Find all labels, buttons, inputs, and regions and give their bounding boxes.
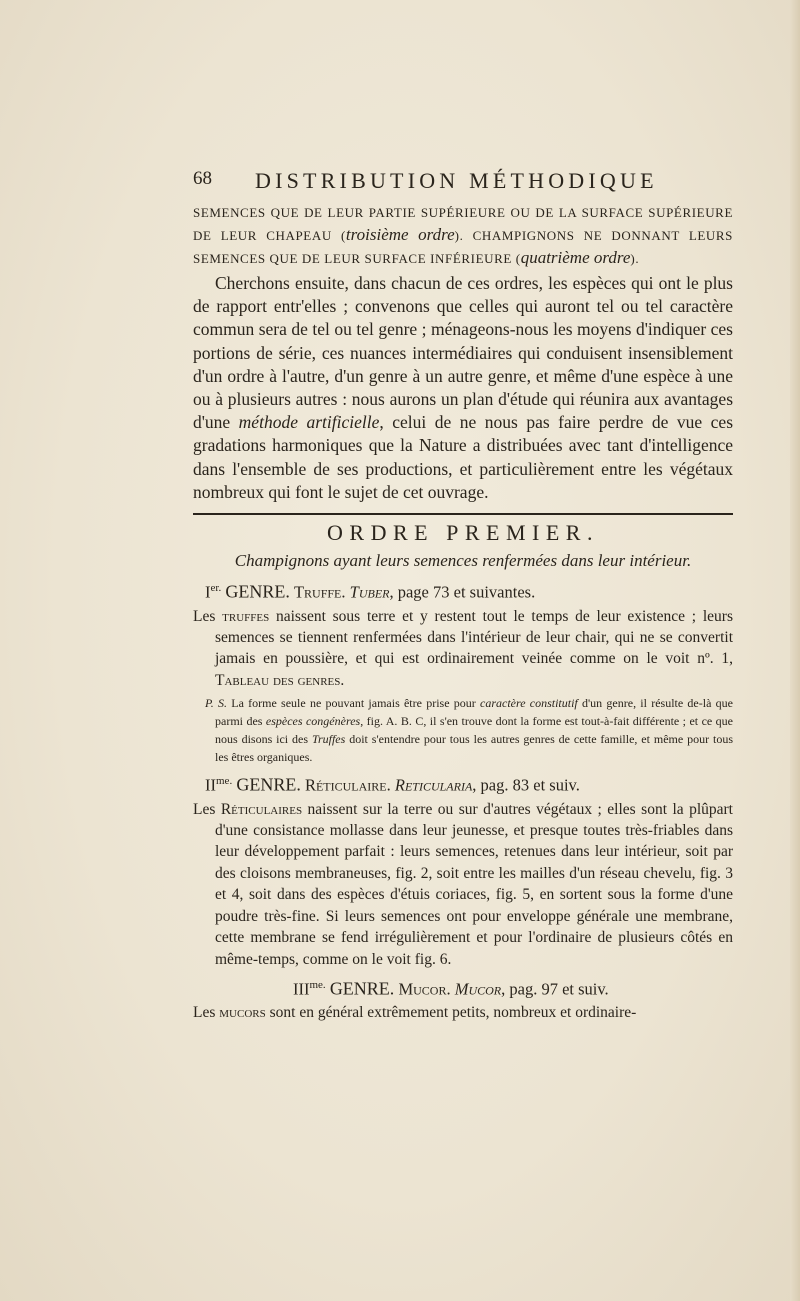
desc-lead: Les (193, 800, 221, 818)
genus-ordinal-sup: er. (210, 582, 222, 595)
note-italic-3: Truffes (311, 732, 346, 747)
genus-description-3 (193, 1002, 733, 1023)
genus-description-2 (193, 799, 733, 970)
desc-end: . (340, 671, 345, 689)
transition-text-b: ). CHAMPIGNONS NE DONNANT LEURS SEMENCES QUE DE LEUR SURFACE INFÉRIEURE ( (193, 228, 734, 266)
genus-ordinal-sup: me. (216, 775, 233, 788)
intro-text: Cherchons ensuite, dans chacun de ces ordres, les espèces qui ont le plus de rapport entr'elles ; convenons que celles qui auront tel ou tel caractère commun sera de tel ou tel genre ; ménageons-nous les moyens d'indiquer ces portions de série, ces nuances intermédiaires qui conduisent insensiblement d'un ordre à l'autre, d'un genre à un autre genre, et même d'une espèce à une ou à plusieurs autres : nous aurons un plan d'étude qui réunira aux avantages d'une (193, 273, 733, 433)
intro-paragraph (193, 272, 733, 504)
note-text-a: La forme seule ne pouvant jamais être prise pour (227, 696, 480, 711)
genus-heading-2 (193, 769, 733, 798)
intro-italic: méthode artificielle (238, 412, 380, 433)
intro-text-end: , celui de ne nous pas faire perdre de vue ces gradations harmoniques que la Nature a distribuées avec tant d'intelligence dans l'ensemble de ses productions, et particulièrement entre les végétaux nombreux qui font le sujet de cet ouvrage. (193, 412, 733, 502)
genus-ordinal: I (205, 582, 211, 602)
note-text-b: d'un genre, il résulte de-là que parmi des (215, 696, 733, 729)
genus-reference: , pag. 97 et suiv. (501, 979, 609, 999)
desc-lead: Les (193, 607, 223, 625)
transition-text-c: ). (630, 251, 640, 266)
desc-text: naissent sous terre et y restent tout le temps de leur existence ; leurs semences se tiennent renfermées dans l'intérieur de leur chair, qui ne se convertit jamais en poussière, et qui est ordinairement veinée comme on le voit nº. 1, (215, 607, 733, 668)
desc-genus-term: truffes (222, 607, 270, 625)
desc-text: naissent sur la terre ou sur d'autres végétaux ; elles sont la plûpart d'une consistance mollasse dans leur jeunesse, et presque toutes très-friables dans leur développement parfait : leurs semences, retenues dans leur intérieur, soit par des cloisons membraneuses, fig. 2, soit entre les mailles d'un réseau chevelu, fig. 3 et 4, soit dans des espèces d'étuis coriaces, fig. 5, en sortent sous la forme d'une poudre très-fine. Si leurs semences ont pour enveloppe générale une membrane, cette membrane se fend irrégulièrement et pour l'ordinaire de plusieurs côtés en même-temps, comme on le voit fig. 6. (215, 800, 733, 968)
section-rule (193, 513, 733, 515)
transition-italic-a: troisième ordre (345, 225, 455, 244)
transition-paragraph (193, 202, 733, 270)
desc-lead: Les (193, 1004, 220, 1022)
genus-word: GENRE. (236, 774, 301, 795)
genus-word: GENRE. (225, 581, 290, 602)
genus-reference: , pag. 83 et suiv. (472, 775, 580, 795)
running-title: DISTRIBUTION MÉTHODIQUE (255, 168, 658, 193)
page-content (193, 168, 733, 1024)
genus-ordinal: II (205, 775, 216, 795)
genus-description-1 (193, 606, 733, 692)
genus-french-name: Réticulaire. (304, 775, 391, 795)
running-head (193, 168, 733, 202)
footnote-ps (193, 694, 733, 766)
order-subtitle: Champignons ayant leurs semences renfermées dans leur intérieur. (234, 551, 692, 571)
genus-heading-1 (193, 576, 733, 605)
note-ps-label: P. S. (205, 696, 228, 711)
genus-ordinal-sup: me. (309, 978, 326, 991)
note-text-d: doit s'entendre pour tous les autres genres de cette famille, et même pour tous les êtres organiques. (215, 732, 733, 765)
note-italic-1: caractère constitutif (480, 696, 578, 711)
desc-text: sont en général extrêmement petits, nombreux et ordinaire- (265, 1004, 637, 1022)
genus-french-name: Mucor. (398, 979, 451, 999)
transition-text-a: SEMENCES QUE DE LEUR PARTIE SUPÉRIEURE OU DE LA SURFACE SUPÉRIEURE DE LEUR CHAPEAU ( (193, 205, 733, 243)
order-title: ORDRE PREMIER. (327, 520, 599, 546)
genus-ordinal: III (293, 979, 310, 999)
note-italic-2: espèces congénères (265, 714, 361, 729)
genus-latin-name: Tuber (349, 582, 390, 602)
transition-italic-b: quatrième ordre (520, 248, 631, 267)
page-number: 68 (193, 168, 212, 189)
note-text-c: , fig. A. B. C, il s'en trouve dont la forme est tout-à-fait différente ; et ce que nous disons ici des (215, 714, 733, 747)
genus-french-name: Truffe. (293, 582, 346, 602)
desc-genus-term: mucors (219, 1004, 266, 1022)
genus-heading-3 (193, 973, 733, 1002)
desc-genus-term: Réticulaires (220, 800, 303, 818)
genus-word: GENRE. (329, 978, 395, 999)
genus-latin-name: Reticularia (394, 775, 473, 795)
page-binding-edge (790, 0, 800, 1301)
genus-latin-name: Mucor (454, 979, 502, 999)
genus-reference: , page 73 et suivantes. (389, 582, 536, 602)
desc-table-ref: Tableau des genres (215, 671, 341, 689)
